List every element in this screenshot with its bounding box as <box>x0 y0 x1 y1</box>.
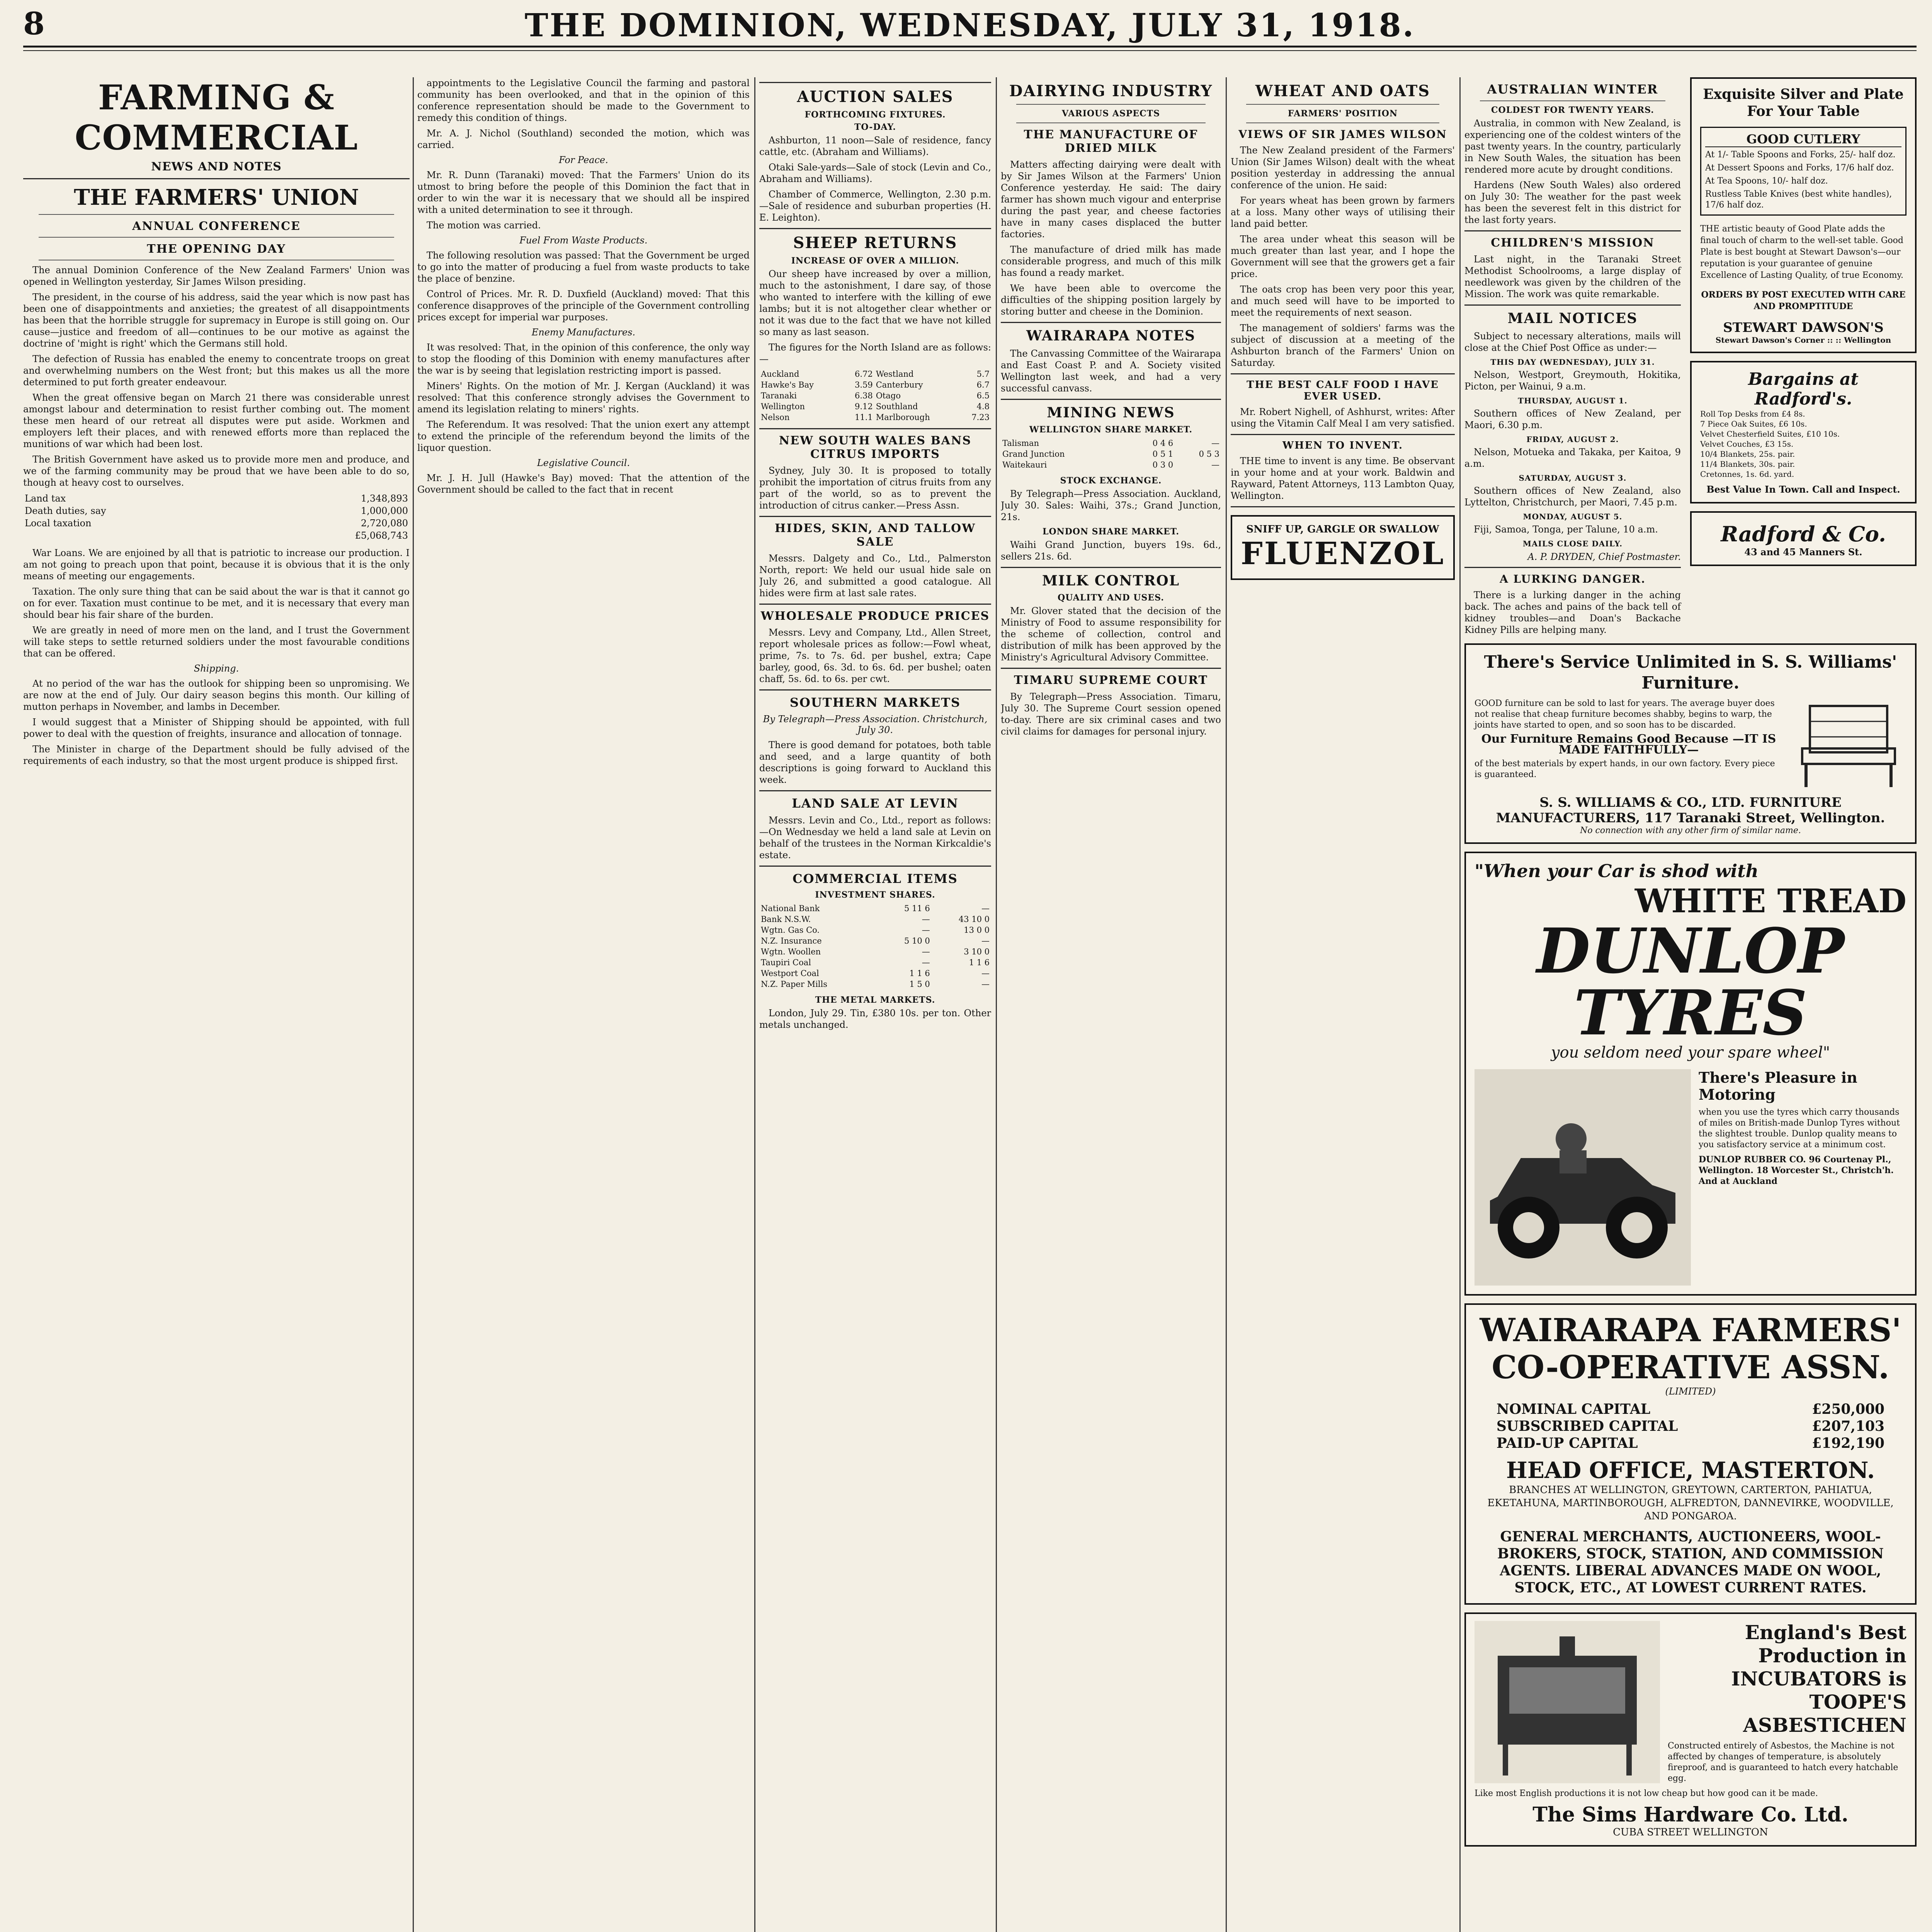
headline: DAIRYING INDUSTRY <box>1009 82 1213 100</box>
subsection-head: Enemy Manufactures. <box>531 327 636 338</box>
article-paragraph: Messrs. Dalgety and Co., Ltd., Palmerston North, report: We held our usual hide sale on July 26, and submitted a good catalogue. All hides were firm at last sale rates. <box>759 553 991 599</box>
ad-headline: Bargains at Radford's. <box>1748 369 1859 409</box>
column-dairying <box>1001 77 1221 1932</box>
article-paragraph: The motion was carried. <box>427 220 541 231</box>
article-paragraph: Mr. R. Dunn (Taranaki) moved: That the Farmers' Union do its utmost to bring before the people of this Dominion the fact that in order to win the war it is necessary that we should all be inspired with a united determination to see it through. <box>417 170 750 215</box>
headline: MINING NEWS <box>1047 405 1175 421</box>
headline: NEW SOUTH WALES BANS CITRUS IMPORTS <box>779 434 972 461</box>
headline: THE FARMERS' UNION <box>74 185 359 210</box>
article-paragraph: Our sheep have increased by over a million, much to the astonishment, I dare say, of those who wanted to interfere with the killing of ewe lambs; but it is not altogether clear whether or not it was due to the fact that we have not killed so many as last season. <box>759 269 991 337</box>
headline: HIDES, SKIN, AND TALLOW SALE <box>774 522 976 549</box>
headline: SOUTHERN MARKETS <box>789 695 961 710</box>
ad-headline: There's Service Unlimited in S. S. Williams' Furniture. <box>1484 652 1897 693</box>
article-paragraph: Taxation. The only sure thing that can be said about the war is that it cannot go on for ever. Taxation must continue to be met, and it is necessary that every man should bear his fair share of the burden. <box>23 586 410 620</box>
mail-day: THURSDAY, AUGUST 1. <box>1518 396 1628 405</box>
article-paragraph: Ashburton, 11 noon—Sale of residence, fancy cattle, etc. (Abraham and Williams). <box>759 135 991 157</box>
article-paragraph: The annual Dominion Conference of the New Zealand Farmers' Union was opened in Wellington yesterday, Sir James Wilson presiding. <box>23 265 410 287</box>
ad-head-office: HEAD OFFICE, MASTERTON. <box>1506 1457 1875 1483</box>
headline: WHEAT AND OATS <box>1255 82 1430 100</box>
headline: AUSTRALIAN WINTER <box>1487 82 1658 97</box>
ad-subhead: WHITE TREAD <box>1634 882 1906 920</box>
article-paragraph: Mr. J. H. Jull (Hawke's Bay) moved: That the attention of the Government should be called to the fact that in recent <box>417 473 750 495</box>
ad-tagline: SNIFF UP, GARGLE OR SWALLOW <box>1246 524 1439 535</box>
cutlery-item: At 1/- Table Spoons and Forks, 25/- half doz. <box>1705 150 1896 160</box>
stewart-dawson-ad <box>1690 77 1917 353</box>
section-subtitle: NEWS AND NOTES <box>151 160 282 173</box>
ad-address: CUBA STREET WELLINGTON <box>1613 1827 1768 1838</box>
article-paragraph: appointments to the Legislative Council the farming and pastoral community has been overlooked, and that in the opinion of this conference representation should be made to the Government to remedy this condition of things. <box>417 78 750 123</box>
tax-table: Land tax 1,348,893 Death duties, say 1,000,000 Local taxation 2,720,080 £5,068,743 <box>25 493 408 541</box>
ad-text: Constructed entirely of Asbestos, the Machine is not affected by changes of temperature, is absolutely fireproof, and is guaranteed to hatch every hatchable egg. <box>1668 1741 1898 1783</box>
ad-text: of the best materials by expert hands, in our own factory. Every piece is guaranteed. <box>1475 759 1775 779</box>
cutlery-item: Rustless Table Knives (best white handles), 17/6 half doz. <box>1705 189 1892 210</box>
sheep-table: Auckland 6.72 Westland 5.7 Hawke's Bay 3.59 Canterbury 6.7 Taranaki 6.38 Otago 6.5 Wellington 9.12 Southland 4.8 Nelson 11.1 Marlborough 7.23 <box>761 369 990 422</box>
article-paragraph: The following resolution was passed: That the Government be urged to go into the matter of producing a fuel from waste products to take the place of benzine. <box>417 250 750 284</box>
dunlop-ad <box>1464 852 1917 1296</box>
article-paragraph: There is a lurking danger in the aching back. The aches and pains of the back tell of kidney troubles—and Doan's Backache Kidney Pills are helping many. <box>1464 590 1681 635</box>
article-paragraph: We have been able to overcome the difficulties of the shipping position largely by storing butter and cheese in the Dominion. <box>1001 283 1221 317</box>
ad-brand <box>1700 520 1906 546</box>
subhead: THE MANUFACTURE OF DRIED MILK <box>1024 128 1198 155</box>
masthead-rule <box>23 46 1917 48</box>
ad-subhead: (LIMITED) <box>1665 1386 1716 1397</box>
ad-column <box>1690 77 1917 639</box>
article-paragraph: War Loans. We are enjoined by all that is patriotic to increase our production. I am not going to preach upon that point, because it is obvious that it is the only means of meeting our engagements. <box>23 548 410 582</box>
column-right <box>1464 77 1917 1932</box>
cutlery-box <box>1700 127 1906 216</box>
bargain-item: Cretonnes, 1s. 6d. yard. <box>1700 469 1794 479</box>
article-paragraph: Matters affecting dairying were dealt with by Sir James Wilson at the Farmers' Union Conference yesterday. He said: The dairy farmer has shown much vigour and enterprise during the past year, and cheese factories have in many cases displaced the butter factories. <box>1001 159 1221 240</box>
toope-incubator-ad <box>1464 1612 1917 1847</box>
news-column <box>1464 77 1681 639</box>
article-paragraph: Waihi Grand Junction, buyers 19s. 6d., sellers 21s. 6d. <box>1001 539 1221 562</box>
subsection-head: Fuel From Waste Products. <box>519 235 648 246</box>
subhead: VARIOUS ASPECTS <box>1062 109 1160 119</box>
subhead: WELLINGTON SHARE MARKET. <box>1029 425 1193 435</box>
wairarapa-farmers-ad <box>1464 1303 1917 1605</box>
ad-orders: ORDERS BY POST EXECUTED WITH CARE AND PROMPTITUDE <box>1701 290 1906 311</box>
brand-name: Radford & Co. <box>1721 521 1886 546</box>
ad-text: when you use the tyres which carry thousands of miles on British-made Dunlop Tyres without the slightest trouble. Dunlop quality means to you satisfactory service at a minimum cost. <box>1699 1107 1900 1150</box>
ad-text: THE artistic beauty of Good Plate adds the final touch of charm to the well-set table. Good Plate is best bought at Stewart Dawson's—our reputation is your guarantee of genuine Excellence of Lasting Quality, of true Economy. <box>1700 224 1903 280</box>
bargain-item: Velvet Couches, £3 15s. <box>1700 439 1794 449</box>
ad-tagline: you seldom need your spare wheel" <box>1551 1044 1830 1061</box>
subhead: STOCK EXCHANGE. <box>1060 476 1162 486</box>
subhead: QUALITY AND USES. <box>1058 593 1164 603</box>
cutlery-head: GOOD CUTLERY <box>1705 132 1901 147</box>
headline: CHILDREN'S MISSION <box>1491 236 1655 250</box>
mail-entry: Nelson, Motueka and Takaka, per Kaitoa, 9 a.m. <box>1464 447 1681 469</box>
subhead: INCREASE OF OVER A MILLION. <box>791 256 959 266</box>
cutlery-item: At Dessert Spoons and Forks, 17/6 half doz. <box>1705 163 1894 173</box>
article-paragraph: The manufacture of dried milk has made considerable progress, and much of this milk has found a ready market. <box>1001 244 1221 278</box>
fluenzol-ad <box>1231 515 1455 580</box>
article-paragraph: Chamber of Commerce, Wellington, 2.30 p.m.—Sale of residence and suburban properties (H. E. Leighton). <box>759 189 991 223</box>
article-paragraph: Mr. A. J. Nichol (Southland) seconded the motion, which was carried. <box>417 128 750 150</box>
bargain-item: Roll Top Desks from £4 8s. <box>1700 409 1805 418</box>
article-paragraph: London, July 29. Tin, £380 10s. per ton. Other metals unchanged. <box>759 1008 991 1030</box>
article-paragraph: The president, in the course of his address, said the year which is now past has been one of disappointments and anxieties; the greatest of all disappointments has been that the horrible struggle for supremacy in Europe is still going on. Our cause—justice and freedom of all—continues to be our motive as against the doctrine of 'might is right' which the Germans still hold. <box>23 292 410 349</box>
article-paragraph: The figures for the North Island are as follows:— <box>759 342 991 364</box>
ad-note: Like most English productions it is not low cheap but how good can it be made. <box>1475 1789 1818 1798</box>
radford-co-ad <box>1690 511 1917 566</box>
column-markets <box>759 77 991 1932</box>
subhead: VIEWS OF SIR JAMES WILSON <box>1238 128 1447 141</box>
signature: A. P. DRYDEN, Chief Postmaster. <box>1527 551 1681 562</box>
headline: LAND SALE AT LEVIN <box>792 796 959 811</box>
article-paragraph: Hardens (New South Wales) also ordered on July 30: The weather for the past week has been the severest felt in this district for the last forty years. <box>1464 180 1681 225</box>
subhead: THE METAL MARKETS. <box>815 995 935 1005</box>
ad-brand: WAIRARAPA FARMERS' CO-OPERATIVE ASSN. <box>1480 1312 1901 1386</box>
mail-entry: Nelson, Westport, Greymouth, Hokitika, Picton, per Wainui, 9 a.m. <box>1464 369 1681 392</box>
mail-day: FRIDAY, AUGUST 2. <box>1526 435 1619 444</box>
page-number: 8 <box>23 5 45 42</box>
ad-branches: BRANCHES AT WELLINGTON, GREYTOWN, CARTERTON, PAHIATUA, EKETAHUNA, MARTINBOROUGH, ALFREDTON, DANNEVIRKE, WOODVILLE, AND PONGAROA. <box>1487 1484 1894 1522</box>
headline: MAIL NOTICES <box>1507 310 1638 327</box>
headline: WAIRARAPA NOTES <box>1026 328 1196 344</box>
headline: COMMERCIAL ITEMS <box>793 871 958 886</box>
newspaper-title: THE DOMINION, WEDNESDAY, JULY 31, 1918. <box>524 7 1415 44</box>
article-paragraph: Subject to necessary alterations, mails will close at the Chief Post Office as under:— <box>1464 331 1681 353</box>
mail-day: SATURDAY, AUGUST 3. <box>1519 473 1627 483</box>
armchair-illustration <box>1791 698 1906 791</box>
article-paragraph: Australia, in common with New Zealand, is experiencing one of the coldest winters of the past twenty years. In the country, particularly in New South Wales, the situation has been rendered more acute by drought conditions. <box>1464 118 1681 175</box>
ad-address: DUNLOP RUBBER CO. 96 Courtenay Pl., Wellington. 18 Worcester St., Christch'h. And at Auckland <box>1699 1155 1894 1186</box>
article-paragraph: At no period of the war has the outlook for shipping been so unpromising. We are now at the end of July. Our dairy season begins this month. Our killing of mutton perhaps in November, and lambs in December. <box>23 678 410 712</box>
ad-note: No connection with any other firm of similar name. <box>1580 826 1801 835</box>
column-conference-cont <box>417 77 750 1932</box>
ad-headline: Exquisite Silver and Plate For Your Table <box>1703 86 1904 119</box>
mining-table: Talisman 0 4 6 — Grand Junction 0 5 1 0 5 3 Waitekauri 0 3 0 — <box>1002 439 1219 469</box>
article-paragraph: For years wheat has been grown by farmers at a loss. Many other ways of utilising their land paid better. <box>1231 195 1455 229</box>
ad-headline: England's Best Production in INCUBATORS is TOOPE'S ASBESTICHEN <box>1731 1621 1906 1736</box>
subsection-head: For Peace. <box>559 155 608 165</box>
column-rule <box>754 77 755 1932</box>
column-rule <box>996 77 997 1932</box>
article-paragraph: The defection of Russia has enabled the enemy to concentrate troops on great and overwhelming numbers on the West front; but this makes us all the more determined to put forth greater endeavour. <box>23 354 410 388</box>
article-paragraph: The management of soldiers' farms was the subject of discussion at a meeting of the Ashburton branch of the Farmers' Union on Saturday. <box>1231 323 1455 368</box>
article-paragraph: The oats crop has been very poor this year, and much seed will have to be imported to meet the requirements of next season. <box>1231 284 1455 318</box>
ad-text: Mr. Robert Nighell, of Ashhurst, writes: After using the Vitamin Calf Meal I am very satisfied. <box>1231 406 1455 429</box>
column-rule <box>1459 77 1461 1932</box>
article-paragraph: Control of Prices. Mr. R. D. Duxfield (Auckland) moved: That this conference disapproves of the principle of the Government controlling prices except for imperial war purposes. <box>417 289 750 323</box>
ad-subhead: Our Furniture Remains Good Because —IT IS MADE FAITHFULLY— <box>1481 732 1776 757</box>
subhead: COLDEST FOR TWENTY YEARS. <box>1491 105 1654 115</box>
article-paragraph: I would suggest that a Minister of Shipping should be appointed, with full power to deal with the question of freights, insurance and allocation of tonnage. <box>23 717 410 739</box>
ad-brand: The Sims Hardware Co. Ltd. <box>1532 1803 1849 1827</box>
article-paragraph: Messrs. Levin and Co., Ltd., report as follows:—On Wednesday we held a land sale at Levin on behalf of the trustees in the Norman Kirkcaldie's estate. <box>759 815 991 861</box>
article-paragraph: It was resolved: That, in the opinion of this conference, the only way to stop the flooding of this Dominion with enemy manufactures after the war is by seeing that legislation restricting import is passed. <box>417 342 750 376</box>
subhead: FARMERS' POSITION <box>1287 109 1398 119</box>
bargain-item: Velvet Chesterfield Suites, £10 10s. <box>1700 429 1840 439</box>
article-paragraph: The New Zealand president of the Farmers' Union (Sir James Wilson) dealt with the wheat position yesterday in addressing the annual conference of the union. He said: <box>1231 145 1455 190</box>
mail-entry: Fiji, Samoa, Tonga, per Talune, 10 a.m. <box>1474 524 1658 535</box>
article-paragraph: Miners' Rights. On the motion of Mr. J. Kergan (Auckland) it was resolved: That this conference strongly advises the Government to amend its legislation relating to miners' rights. <box>417 381 750 415</box>
headline: SHEEP RETURNS <box>793 234 957 252</box>
column-farming <box>23 77 410 1932</box>
shares-table: National Bank 5 11 6 — Bank N.S.W. — 43 10 0 Wgtn. Gas Co. — 13 0 0 N.Z. Insurance 5 10 0 — Wgtn. Woollen — 3 10 0 Taupiri Coal — 1 1 6 Westport Coal 1 1 6 — N.Z. Paper Mills 1 5 0 — <box>761 904 990 989</box>
headline: WHOLESALE PRODUCE PRICES <box>760 609 990 623</box>
motorcar-illustration <box>1475 1069 1691 1287</box>
ad-quote: "When your Car is shod with <box>1475 861 1759 881</box>
mail-day: MONDAY, AUGUST 5. <box>1523 512 1622 521</box>
mail-entry: Southern offices of New Zealand, also Lyttelton, Christchurch, per Maori, 7.45 p.m. <box>1464 485 1681 508</box>
headline: MILK CONTROL <box>1042 573 1180 589</box>
subhead: ANNUAL CONFERENCE <box>132 219 301 233</box>
headline: A LURKING DANGER. <box>1500 573 1646 585</box>
article-paragraph: The Minister in charge of the Department should be fully advised of the requirements of each industry, so that the most urgent produce is shipped first. <box>23 744 410 766</box>
article-paragraph: Sydney, July 30. It is proposed to totally prohibit the importation of citrus fruits from any part of the world, so as to prevent the introduction of citrus canker.—Press Assn. <box>759 465 991 511</box>
column-rule <box>413 77 414 1932</box>
article-paragraph: The British Government have asked us to provide more men and produce, and we of the farming community may be proud that we have been able to do so, though at heavy cost to ourselves. <box>23 454 410 488</box>
ad-services: GENERAL MERCHANTS, AUCTIONEERS, WOOL-BROKERS, STOCK, STATION, AND COMMISSION AGENTS. LIBERAL ADVANCES MADE ON WOOL, STOCK, ETC., AT LOWEST CURRENT RATES. <box>1497 1529 1884 1596</box>
headline: AUCTION SALES <box>797 88 954 106</box>
section-title: FARMING & COMMERCIAL <box>75 77 358 158</box>
ad-brand: STEWART DAWSON'S <box>1723 320 1884 335</box>
ad-text: GOOD furniture can be sold to last for years. The average buyer does not realise that cheap furniture becomes shabby, begins to warp, the joints have started to open, and so soon has to be discarded. <box>1475 699 1775 730</box>
column-wheat <box>1231 77 1455 1932</box>
ss-williams-ad <box>1464 643 1917 844</box>
masthead <box>23 5 1917 43</box>
ad-subhead: There's Pleasure in Motoring <box>1699 1069 1857 1103</box>
column-rule <box>1226 77 1227 1932</box>
ad-footer: S. S. WILLIAMS & CO., LTD. FURNITURE MANUFACTURERS, 117 Taranaki Street, Wellington. <box>1496 795 1885 826</box>
bargain-item: 11/4 Blankets, 30s. pair. <box>1700 459 1795 469</box>
ad-address: 43 and 45 Manners St. <box>1744 546 1862 558</box>
ad-address: Stewart Dawson's Corner :: :: Wellington <box>1715 335 1891 345</box>
article-paragraph: By Telegraph—Press Association. Auckland, July 30. Sales: Waihi, 37s.; Grand Junction, 21s. <box>1001 488 1221 522</box>
mail-day: MAILS CLOSE DAILY. <box>1522 539 1623 548</box>
masthead-rule-thin <box>23 50 1917 51</box>
subhead: INVESTMENT SHARES. <box>815 890 935 900</box>
article-paragraph: Messrs. Levy and Company, Ltd., Allen Street, report wholesale prices as follow:—Fowl wheat, prime, 7s. to 7s. 6d. per bushel, extra; Cape barley, good, 6s. 3d. to 6s. 6d. per bushel; oaten chaff, 5s. 6d. to 6s. per cwt. <box>759 627 991 684</box>
article-paragraph: The Referendum. It was resolved: That the union exert any attempt to extend the principle of the referendum beyond the limits of the liquor question. <box>417 419 750 453</box>
article-paragraph: Otaki Sale-yards—Sale of stock (Levin and Co., Abraham and Williams). <box>759 162 991 184</box>
article-paragraph: We are greatly in need of more men on the land, and I trust the Government will take steps to settle returned soldiers under the most favourable conditions that can be offered. <box>23 625 410 659</box>
bargain-item: 7 Piece Oak Suites, £6 10s. <box>1700 419 1807 429</box>
dateline: By Telegraph—Press Association. Christchurch, July 30. <box>763 714 988 735</box>
cutlery-item: At Tea Spoons, 10/- half doz. <box>1705 176 1828 186</box>
subhead: FORTHCOMING FIXTURES. <box>804 110 946 120</box>
ad-text: THE time to invent is any time. Be observant in your home and at your work. Baldwin and Rayward, Patent Attorneys, 113 Lambton Quay, Wellington. <box>1231 456 1455 501</box>
ad-brand: FLUENZOL <box>1241 535 1445 571</box>
article-paragraph: By Telegraph—Press Association. Timaru, July 30. The Supreme Court session opened to-day. There are six criminal cases and two civil claims for damages for personal injury. <box>1001 691 1221 737</box>
bargain-item: 10/4 Blankets, 25s. pair. <box>1700 449 1795 459</box>
article-paragraph: When the great offensive began on March 21 there was considerable unrest amongst labour and determination to resist further combing out. The moment these men heard of our retreat all disputes were put aside. Workmen and employers left their places, and with renewed efforts more than replaced the munitions of war which had been lost. <box>23 392 410 449</box>
article-paragraph: The area under wheat this season will be much greater than last year, and I hope the Government will see that the growers get a fair price. <box>1231 234 1455 279</box>
subhead: THE OPENING DAY <box>147 242 286 256</box>
incubator-illustration <box>1475 1621 1660 1785</box>
subsection-head: Shipping. <box>194 663 239 674</box>
article-paragraph: There is good demand for potatoes, both table and seed, and a large quantity of both descriptions is going forward to Auckland this week. <box>759 740 991 785</box>
ad-brand: DUNLOP TYRES <box>1536 915 1845 1049</box>
ad-headline: WHEN TO INVENT. <box>1282 440 1403 451</box>
subsection-head: Legislative Council. <box>537 457 630 468</box>
article-paragraph: The Canvassing Committee of the Wairarapa and East Coast P. and A. Society visited Wellington last week, and had a very successful canvass. <box>1001 348 1221 394</box>
subhead: TO-DAY. <box>854 122 896 132</box>
headline: TIMARU SUPREME COURT <box>1014 673 1208 687</box>
capital-table: NOMINAL CAPITAL £250,000 SUBSCRIBED CAPITAL £207,103 PAID-UP CAPITAL £192,190 <box>1496 1401 1885 1451</box>
subhead: LONDON SHARE MARKET. <box>1043 527 1179 537</box>
ad-headline: THE BEST CALF FOOD I HAVE EVER USED. <box>1247 379 1439 402</box>
article-paragraph: Last night, in the Taranaki Street Methodist Schoolrooms, a large display of needlework was given by the children of the Mission. The work was quite remarkable. <box>1464 254 1681 299</box>
article-paragraph: Mr. Glover stated that the decision of the Ministry of Food to assume responsibility for the scheme of collection, control and distribution of milk has been approved by the Ministry's Agricultural Advisory Committee. <box>1001 605 1221 663</box>
radford-bargains-ad <box>1690 361 1917 503</box>
mail-day: THIS DAY (WEDNESDAY), JULY 31. <box>1490 357 1655 367</box>
mail-entry: Southern offices of New Zealand, per Maori, 6.30 p.m. <box>1464 408 1681 430</box>
ad-footer: Best Value In Town. Call and Inspect. <box>1706 484 1900 495</box>
